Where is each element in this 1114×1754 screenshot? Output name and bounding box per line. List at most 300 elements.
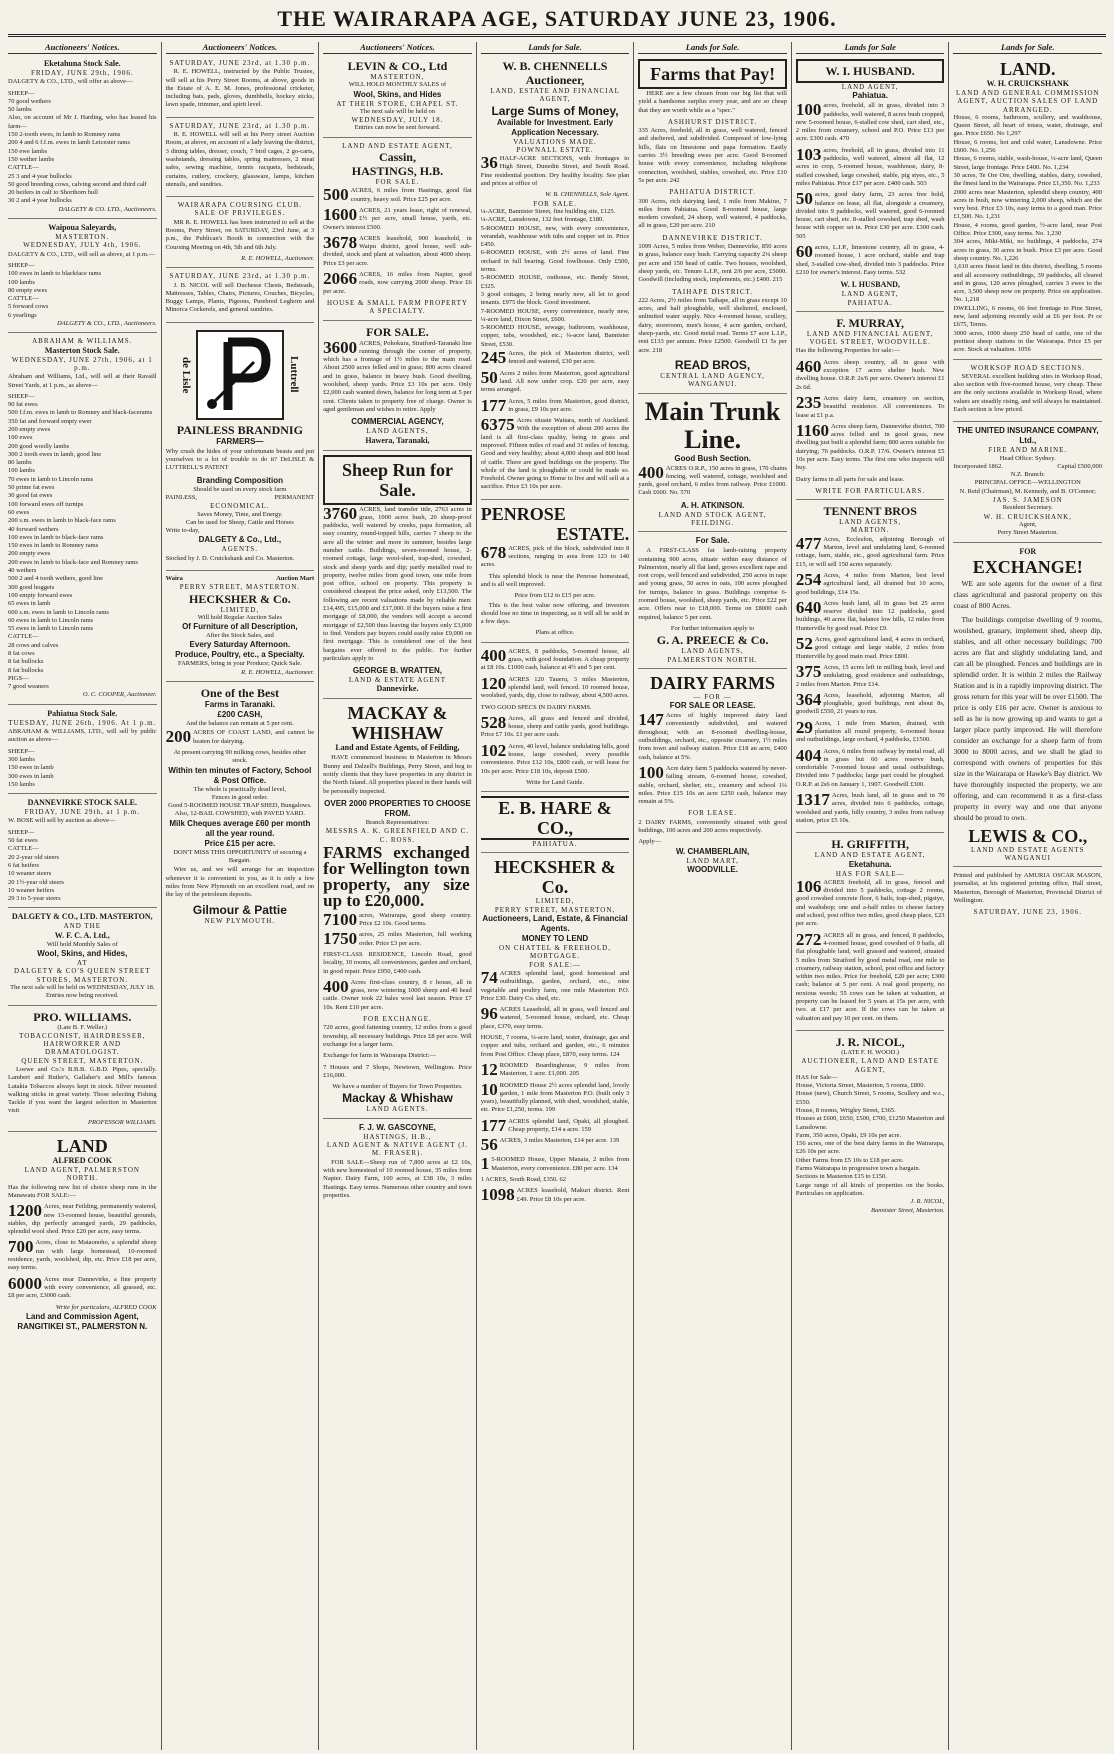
- advert-title: DAIRY FARMS: [650, 672, 776, 693]
- advert-body: R. E. HOWELL will sell at his Perry street Auction Room, at above, on account of a lady leaving the district, 3 dining tables, dresser, couch, 7 bird cages, 2 go-carts, washstands, dressing tables, spring mattresses, 2 meat safes, sewing machine, tennis racquets, bedsteads, curtains, cutlery, crockery, glassware, lamps, kitchen utensils, and sundries.: [165, 131, 315, 188]
- advert-howell-sale-1: [166, 57, 315, 118]
- advert-coursing-club: [166, 199, 315, 268]
- advert-signature-3: PAHIATUA.: [847, 298, 893, 307]
- mart-name-right: Auction Mart: [276, 574, 315, 582]
- acreage: 400: [480, 645, 507, 665]
- listing-text: Acres near Dannevirke, a fine property with every convenience, all grassed, etc. £8 per acre, £3000 cash.: [8, 1275, 157, 1300]
- listing-lines: [953, 114, 1102, 355]
- property-listing: [796, 792, 945, 825]
- list-item: 7 good weaners: [8, 683, 49, 691]
- exchange-item: Exchange for farm in Wairarapa District:—: [323, 1052, 437, 1060]
- listing-text: ACRES, pick of the block, subdivided into 8 sections, ranging in area from 123 to 140 acres.: [480, 544, 630, 569]
- list-item: 5-ROOMED HOUSE, outhouse, etc. Bendy Street, £325.: [480, 274, 630, 290]
- listing-list: [323, 187, 472, 296]
- acreage: 60: [795, 242, 813, 262]
- advert-place: WOODVILLE.: [687, 864, 738, 874]
- list-item: 150 wether lambs: [8, 155, 55, 163]
- advert-title: Sheep Run for Sale.: [341, 459, 453, 500]
- list-item: 200 ewes in lamb to black-face and Romney rams: [8, 558, 138, 566]
- list-item: 70 good wethers: [8, 97, 51, 105]
- advert-eketahuna-stock-sale: [8, 57, 157, 219]
- advert-headline: Every Saturday Afternoon.: [189, 640, 291, 650]
- advert-price: Price from £12 to £15 per acre.: [514, 592, 596, 600]
- list-item: 200 s.m. ewes in lamb to black-face rams: [8, 517, 116, 525]
- list-item: CATTLE—: [8, 845, 39, 853]
- advert-line: The whole is practically dead level,: [193, 785, 287, 793]
- property-listing: [795, 392, 945, 420]
- property-listing: [638, 762, 787, 806]
- advert-place: HASTINGS, H.B.: [351, 164, 444, 179]
- advert-subtitle: FOR SALE OR LEASE.: [669, 701, 756, 711]
- listing-text: Acres of highly improved dairy land conveniently subdivided, and watered throughout; with an 8-roomed dwelling-house, outbuildings, orchard, etc., opposite creamery, 1½ miles from town and railway station. Price £18 an acre, £400 cash, balance at 5%.: [638, 712, 787, 761]
- advert-name: W. B. CHENNELLS: [502, 59, 608, 73]
- list-item: 100 forward ewes off turnips: [8, 500, 84, 508]
- list-item: 30 good fat ewes: [8, 492, 53, 500]
- listing-list: [795, 533, 945, 826]
- advert-place: QUEEN STREET, MASTERTON.: [21, 1056, 144, 1065]
- acreage: 50: [795, 189, 813, 209]
- directors: N. Reid (Chairman), M. Kennedy, and B. O'Connor;: [959, 487, 1096, 495]
- advert-worksop-road: [953, 362, 1102, 423]
- advert-cash: £200 CASH,: [217, 710, 263, 720]
- list-item: 3 good cottages, 2 being nearly new, all let to good tenants. £975 the block. Good investment.: [480, 290, 630, 307]
- acreage: 528: [480, 712, 507, 732]
- list-item: 55 ewes in lamb to Lincoln rams: [8, 625, 94, 633]
- advert-body: Loewe and Co.'s B.B.B. G.B.D. Pipes, specially. Lambert and Butler's, Gallaher's and Mill's famous Latakia Tobaccos always kept in stock. Silver mounted walking sticks in great variety. Those selecting Fishing Tackle if you want the largest selection in Masterton visit: [8, 1065, 157, 1115]
- advert-intro: HERE are a few chosen from our big list that will yield a handsome surplus every year, and are so cheap that they are worth while as a "spec.": [638, 90, 787, 114]
- property-listing: [323, 187, 472, 204]
- advert-place: WANGANUI: [1004, 853, 1051, 862]
- acreage: 375: [795, 661, 822, 681]
- advert-ltd: LIMITED,: [535, 897, 575, 906]
- advert-intro: DALGETY & CO., LTD., will sell as above, at 1 p.m.—: [8, 250, 156, 258]
- sale-date: SATURDAY, JUNE 23rd, at 1.30 p.m.: [169, 121, 311, 130]
- advert-body: FOR SALE—Sheep run of 7,800 acres at £2 10s, with new homestead of 10 roomed house, 35 miles from Napier. Dairy Farm, 100 acres, at £38 10s, 3 miles Hastings. Easy terms. Numerous other country and town properties.: [323, 1158, 472, 1199]
- acreage: 56: [480, 1135, 498, 1155]
- advert-signature: R. E. HOWELL, Auctioneer.: [241, 254, 315, 262]
- advert-subtitle: (Late B. F. Weller.): [57, 1023, 108, 1031]
- advert-headline: Wool, Skins, and Hides: [353, 89, 442, 99]
- acreage: FARMS exchanged for Wellington town property, any size up to £20,000.: [323, 842, 470, 910]
- list-item: 150 ewe lambs: [8, 147, 47, 155]
- acreage: 1160: [795, 420, 829, 440]
- district-label: DANNEVIRKE DISTRICT.: [662, 233, 763, 242]
- advert-subtitle: LAND AGENTS,: [839, 518, 902, 527]
- list-item: CATTLE—: [8, 164, 39, 172]
- district-label: ASHHURST DISTRICT.: [667, 117, 758, 126]
- list-item: 8 fat bullocks: [8, 666, 44, 674]
- advert-trades: TOBACCONIST, HAIRDRESSER, HAIRWORKER AND DRAMATOLOGIST.: [19, 1031, 146, 1057]
- advert-headline: OVER 2000 PROPERTIES TO CHOOSE FROM.: [324, 798, 471, 818]
- advert-title: Main Trunk Line.: [644, 396, 781, 454]
- apply-label: Apply—: [638, 838, 662, 846]
- advert-ltd: LIMITED,: [220, 605, 260, 614]
- capital: Capital £500,000: [1057, 462, 1103, 470]
- advert-united-insurance: [953, 424, 1102, 542]
- list-item: 8 fat cows: [8, 650, 35, 657]
- listing-text: acres, freehold, all in grass, divided into 3 paddocks, well watered, 8 acres bush cropped, new 5-roomed house, 6-stalled cow shed, cart shed, etc., 2 miles from creamery, school and P.O. Price £13 per acre. £300 cash. 470: [795, 102, 945, 143]
- list-item: 500 f.f.m. ewes in lamb to Romney and black-facerams: [8, 409, 153, 417]
- advert-name: W. H. CRUICKSHANK: [986, 79, 1069, 88]
- listing-text: ACRES, land transfer title, 2763 acres in grass, 1000 acres bush, 20 sheep-proof paddocks, well watered by creeks, papa formation, all easy country, round-topped hills, carries 7 sheep to the acre all the winter and more in summer, besides large number cattle. Buildings, seven-roomed house, 2-roomed cottage, large wool-shed, trap-shed, cowshed, stock and sheep yards and dip; partly metalled road to property, twelve miles from good town, one mile from post office, school on property. This property is considered cheapest the price asked, only £13,500. The following are recent valuations made by reliable men: £14,495, £15,000 and £17,000. If the buyers raise a first mortgage of £8,000, the vendors will accept a second mortgage of £2,500 thus leaving the buyers only £3,000 to find. Vendors pay buyers could easily raise £9,000 on first mortgage. This is considered one of the best bargains ever offered to the public. For further particulars apply to: [323, 505, 472, 662]
- listing-text: ACRES 120 Taueru, 3 miles Masterton, splendid land, well fenced. 10 roomed house, woolshed, yards, dip, close to railway, about 4,500 acres.: [480, 675, 630, 700]
- listing-text: HOUSE, 7 rooms, ¼-acre land, water, drainage, gas and copper and tubs, orchard and garden, etc., 6 minutes from Post Office. Cheap place, £870, easy terms. 124: [480, 1034, 630, 1058]
- listing-text: ROOMED Boardinghouse, 9 miles from Masterton, 1 acre. £1,000. 205: [499, 1061, 630, 1078]
- advert-signature-2: LAND AGENT,: [841, 290, 899, 299]
- advert-hecksher-land: [481, 855, 630, 1210]
- listing-text: Acres sheep country, all in grass with exception 17 acres shelter bush. New dwelling house. O.R.P. 2s/6 per acre. Owner's interest £1 2s 6d.: [795, 358, 945, 391]
- advert-title: LAND.: [1000, 59, 1056, 79]
- advert-footer: HOUSE & SMALL FARM PROPERTY A SPECIALTY.: [326, 298, 468, 316]
- advert-street: PERRY STREET, MASTERTON.: [179, 583, 301, 592]
- list-item: 2000 acres near Masterton, splendid sheep country, 400 acres in bush, now wintering 2,000 sheep, which are the very best. Price £3 10s, easy terms to a good man. Price £1,500. No. 1,231: [953, 188, 1103, 221]
- advert-nicol: [796, 1033, 945, 1219]
- district-label: TAIHAPE DISTRICT.: [672, 287, 754, 296]
- advert-monthly-wool-sales: [8, 910, 157, 1005]
- list-item: DWELLING, 6 rooms, 66 feet frontage to Pine Street, new, land adjoining recently sold at £6 per foot. Pr ce £675, Terms.: [953, 304, 1103, 329]
- advert-for-exchange: [953, 545, 1102, 868]
- advert-firm: READ BROS,: [674, 357, 751, 372]
- property-listing: [323, 842, 472, 910]
- listing-text: Acres, 15 acres left in milling bush, level and undulating, good residence and outbuildings, 2 miles from Marton. Price £14.: [795, 663, 945, 688]
- advert-mackay-whishaw: [323, 701, 472, 1118]
- advert-firm-2: W. F. C. A. Ltd.,: [54, 930, 110, 940]
- list-item: 20 2-year old steers: [8, 853, 60, 861]
- advert-place: PALMERSTON NORTH.: [667, 655, 758, 664]
- list-item: 10 weaner steers: [8, 870, 52, 878]
- advert-intro: Has the following Properties for sale:—: [795, 347, 900, 355]
- advert-main-trunk-line: [638, 396, 787, 533]
- stock-list: [8, 262, 157, 320]
- list-item: 8 fat bullocks: [8, 658, 44, 666]
- quality-permanent: PERMANENT: [274, 493, 315, 501]
- advert-intro: ABRAHAM & WILLIAMS, LTD., will sell by public auction as above—: [8, 728, 157, 744]
- for-sale-label: FOR SALE.: [375, 178, 420, 187]
- column-3: [318, 42, 476, 1750]
- advert-should: Should be used on every stock farm: [193, 485, 287, 493]
- advert-firm: E. B. HARE & CO.,: [481, 796, 630, 840]
- advert-painless-branding: [166, 325, 315, 571]
- list-item: 100 ewes in lamb to blackface rams: [8, 270, 102, 278]
- advert-top: LAND AND ESTATE AGENT,: [342, 141, 453, 150]
- list-item: 100 ewes in lamb to black-face rams: [8, 533, 104, 541]
- listing-text: Acres, 4 miles from Marton, best level agricultural land, all drained but 10 acres, good buildings, £14 15s.: [795, 571, 945, 596]
- list-item: 300 ewes in lamb: [8, 772, 54, 780]
- property-listing: [795, 745, 945, 789]
- advert-title: Pahiatua Stock Sale.: [47, 708, 118, 718]
- acreage: 477: [795, 533, 822, 553]
- advert-signature: Write for particulars, ALFRED COOK: [55, 1303, 157, 1311]
- list-item: 5 forward cows: [8, 303, 49, 311]
- sale-date: WEDNESDAY, JULY 18.: [351, 116, 444, 125]
- has-label: HAS for Sale—: [795, 1073, 838, 1081]
- advert-signature: J. R. NICOL,: [910, 1198, 945, 1206]
- advert-for: FOR: [1019, 546, 1037, 556]
- advert-title: Eketahuna Stock Sale.: [43, 59, 121, 68]
- advert-subtitle: CENTRAL LAND AGENCY, WANGANUI.: [660, 371, 765, 389]
- property-listing: [480, 542, 630, 570]
- advert-murray: [796, 314, 945, 500]
- advert-title: DANNEVIRKE STOCK SALE.: [27, 798, 137, 808]
- list-item: 25 3 and 4 year bullocks: [8, 172, 72, 180]
- list-item: 7-ROOMED HOUSE, every convenience, nearly new, ¼-acre land, Dixon Street, £600.: [480, 307, 630, 323]
- advert-signature: R. E. HOWELL, Auctioneer.: [241, 668, 315, 676]
- advert-subtitle: LAND AGENTS,: [366, 427, 429, 436]
- property-listing: [795, 661, 945, 689]
- property-listing: [795, 356, 945, 392]
- property-listing: [795, 876, 945, 929]
- property-listing: [323, 931, 472, 948]
- property-listing: [638, 712, 787, 762]
- sale-date: SATURDAY, JUNE 23rd, at 1.30 p.m.: [169, 59, 311, 67]
- branch-label: Branch Representatives:: [365, 818, 430, 826]
- listing-lines: [796, 1082, 945, 1198]
- property-listing: [480, 712, 630, 740]
- district-listing: 335 Acres, freehold, all in grass, well watered, fenced and sheltered, and subdivided. Composed of low-lying hills, flats on limestone and papa formation. Easily carries 3½ breeding ewes per acre. Good 8-roomed house with every convenience, including telephone connection, woolshed, stables, cowshed, etc. Price £10 5s per acre. 242: [638, 127, 787, 184]
- listing-text: acres, good dairy farm, 23 acres free hold, balance on lease, all flat, alongside a creamery, divided into 9 paddocks, well watered, good 6-roomed house, cart shed, etc. 8-stalled cowshed, trap shed, wash house with copper set in. Price £30 per acre. £300 cash. 505: [795, 191, 945, 240]
- district-label: PAHIATUA DISTRICT.: [669, 188, 756, 197]
- advert-farmers: FARMERS—: [216, 436, 264, 446]
- list-item: 150 2-tooth ewes, in lamb to Romney rams: [8, 131, 121, 139]
- secretary: JAS. S. JAMESON: [992, 496, 1063, 505]
- listing-text: Acres sheep farm, Dannevirke district, 700 acres felled and in good grass, new dwelling just built a splendid farm; 800 acres suitable for dairying; 76 paddocks. O.R.P. 17/6. Owner's interest £5 10s per acre. Easy terms. The first one who inspects will buy.: [795, 422, 945, 472]
- list-item: 30 acres, Te Ore Ore, dwelling, stables, dairy, cowshed, the finest land in the Wairarapa. Price £1,350. No. 1,233: [953, 171, 1103, 188]
- advert-for: — FOR —: [693, 692, 732, 701]
- advert-firm: G. A. PREECE & Co.: [656, 633, 769, 648]
- list-item: 50 prime fat ewes: [8, 484, 55, 492]
- acreage: 3600: [323, 337, 358, 357]
- acreage: 272: [795, 929, 822, 949]
- listing-text: FIRST-CLASS RESIDENCE, Lincoln Road, good locality, 10 rooms, all conveniences, garden and orchard, in good repair. Price £950, £400 cash.: [323, 951, 472, 975]
- advert-and: AND THE: [63, 922, 101, 931]
- advert-subtitle: Good Bush Section.: [674, 453, 751, 463]
- incorporated: Incorporated 1862.: [953, 462, 1003, 470]
- advert-title: Farms that Pay!: [650, 64, 776, 84]
- advert-body: Why crush the hides of your unfortunate beasts and put yourselves to a lot of trouble to do it? DeLISLE & LUTTRELL'S PATENT: [165, 447, 315, 472]
- list-item: 6 yearlings: [8, 311, 37, 319]
- advert-body: WE are sole agents for the owner of a first class agricultural and pastoral property on this coast of 800 Acres.: [953, 578, 1103, 610]
- advert-intro: Has the following new list of choice sheep runs in the Manawatu FOR SALE:—: [8, 1183, 157, 1199]
- list-item: 28 cows and calves: [8, 641, 59, 649]
- listing-text: 1 ACRES, South Road, £350. 62: [480, 1175, 566, 1183]
- advert-body-2: The buildings comprise dwelling of 9 rooms, woolshed, granary, implement shed, sheep dip, stables, and all other necessary buildings; 700 acres are flat and slightly undulating land, and can all be ploughed. Fences and buildings are in splendid order. It is within 2 miles the Railway Station and is in a rapidly improving district. The gross return for this year will be over £1500. The price is only £16 per acre. Owner is anxious to sell as he is now growing up and wants to get a larger place partly improved. He will therefore consider an exchange for a sheep farm of from 3000 to 8000 acres, and we shall be glad to correspond with owners of properties for this size in the Wairarapa or Hawke's Bay district. We have thoroughly inspected the property, we are offering, and can recommend it as a first-class property in every way and one that anyone should be proud to own.: [953, 614, 1103, 822]
- advert-levin: [323, 57, 472, 138]
- column-5: [633, 42, 791, 1750]
- list-item: 200 4 and 6 f.f.m. ewes in lamb Leicester rams: [8, 139, 131, 147]
- list-item: House (new), Church Street, 5 rooms, Scullery and w.c., £550.: [795, 1090, 945, 1106]
- advert-on: ON CHATTEL & FREEHOLD, MORTGAGE.: [499, 944, 611, 961]
- acreage: 1098: [480, 1185, 515, 1205]
- mart-name-left: Waira: [165, 574, 183, 582]
- advert-place: NEW PLYMOUTH.: [204, 916, 276, 925]
- acreage: 29: [795, 717, 813, 737]
- property-listing: [8, 1273, 157, 1301]
- nz-branch: N.Z. Branch:: [1010, 471, 1045, 479]
- list-item: 50 good breeding cows, calving second and third calf: [8, 180, 147, 188]
- acreage: 1750: [323, 929, 358, 949]
- list-item: 500 2 and 4 tooth wethers, good line: [8, 575, 103, 583]
- advert-body: R. E. HOWELL, instructed by the Public Trustee, will sell at his Perry Street Rooms, at above, goods in the Estate of A. E. M. Jones, professional cricketer, including bats, pads, gloves, dumbbells, hockey sticks, lawn spade, trimmer, and spirit level.: [165, 68, 315, 109]
- advert-line: Will hold Monthly Sales of: [46, 940, 118, 948]
- lease-label: FOR LEASE.: [688, 809, 738, 818]
- listing-text: TWO GOOD SPECS IN DAIRY FARMS.: [480, 703, 592, 711]
- acreage: 3760: [323, 503, 358, 523]
- list-item: 200 good woolly lambs: [8, 442, 70, 450]
- column-header: Lands for Sale.: [953, 42, 1102, 54]
- list-item: 80 lambs: [8, 459, 32, 467]
- advert-signature: W. B. CHENNELLS, Sole Agent.: [545, 191, 630, 199]
- list-item: 50 fat ewes: [8, 837, 38, 845]
- list-item: 90 fat ewes: [8, 401, 38, 409]
- property-listing: [480, 395, 630, 415]
- advert-place: Dannevirke.: [376, 684, 419, 694]
- listing-text: 5-ROOMED House, Upper Manaia, 2 miles from Masterton, every convenience. £80 per acre. 134: [491, 1156, 630, 1172]
- advert-waipoua-saleyards: [8, 221, 157, 333]
- list-item: 40 wethers: [8, 567, 37, 575]
- listing-text: Acres situate Waitara, north of Auckland. With the exception of about 200 acres the land is all first-class quality, being in grass and improved. Fifteen miles of road and 31 miles of fencing. Good and very healthy; about 4,000 sheep and 800 head of cattle. There are good buildings on the property. The whole of the land is ploughable or could be made so. Freehold. Owner going to Home to live and will sell at a sacrifice. Price £3 10s per acre.: [480, 417, 630, 491]
- property-listing: [795, 717, 945, 745]
- property-listing: [638, 462, 787, 498]
- advert-footer: Dairy farms in all parts for sale and lease.: [795, 475, 905, 483]
- listing-list: [795, 356, 945, 473]
- advert-money: MONEY TO LEND: [521, 934, 589, 944]
- advert-subtitle: LAND AND GENERAL COMMISSION AGENT, AUCTION SALES OF LAND ARRANGED.: [955, 89, 1100, 114]
- list-item: 5-ROOMED HOUSE, sewage, bathroom, washhouse, copper, tubs, woodshed, etc.; ¼-acre land, Bannister Street, £530.: [480, 324, 630, 348]
- property-listing: [481, 350, 630, 367]
- advert-title: LAND: [56, 1136, 108, 1157]
- write-note: WRITE FOR PARTICULARS.: [815, 486, 926, 495]
- advert-place: Eketahuna.: [848, 859, 892, 869]
- advert-title: FOR SALE.: [366, 324, 429, 339]
- advert-headline: Large Sums of Money,: [491, 103, 619, 118]
- advert-heading: [166, 575, 315, 583]
- advert-subtitle: Farms in Taranaki.: [204, 700, 275, 710]
- list-item: 150 ewes in lamb: [8, 764, 54, 772]
- advert-subtitle-2: AUCTIONEER, LAND AND ESTATE AGENT,: [801, 1057, 939, 1074]
- advert-intro: DALGETY & CO., LTD., will offer as above—: [8, 78, 133, 86]
- advert-subtitle: LAND AGENTS,: [681, 647, 744, 656]
- acreage: 7100: [323, 909, 358, 929]
- property-listing: [795, 597, 945, 633]
- property-listing: [481, 704, 630, 712]
- branch-reps: MESSRS A. K. GREENFIELD AND C. C. ROSS.: [325, 827, 470, 844]
- list-item: House, 6 rooms, stable, wash-house, ¼-acre land, Queen Street, large frontage. Price £400. No. 1,234: [953, 155, 1103, 171]
- advert-body: Wire us, and we will arrange for an inspection whenever it is convenient to you, as it is only a few miles from New Plymouth on an excellent road, and on the lay of the petroleum deposits.: [165, 866, 315, 899]
- property-listing: [481, 1006, 630, 1031]
- listing-text: HALF-ACRE SECTIONS, with frontages to High Street, Dunedin Street, and South Road. Fine residential position. Dry healthy locality. See plan and prices at office of: [480, 155, 630, 188]
- advert-intro: W. BOSE will sell by auction as above—: [8, 817, 116, 825]
- advert-title: PENROSE: [480, 503, 566, 524]
- advert-store: AT THEIR STORE, CHAPEL ST.: [336, 99, 459, 108]
- sale-date: SATURDAY, JUNE 23rd, at 1.30 p.m.: [169, 272, 311, 281]
- advert-griffith: [796, 835, 945, 1031]
- advert-farms-that-pay: [638, 57, 787, 394]
- advert-title: PAINLESS BRANDNIG: [176, 422, 303, 437]
- advert-title: EXCHANGE!: [972, 556, 1083, 577]
- advert-pro-williams: [8, 1008, 157, 1133]
- acreage: 102: [480, 740, 507, 760]
- exchange-item: 720 acres, good fattening country, 12 miles from a good township, all necessary buildings. Price £8 per acre. Will exchange for a larger farm.: [323, 1024, 472, 1048]
- advert-title: F. MURRAY,: [836, 315, 905, 330]
- advert-signature: PROFESSOR WILLIAMS.: [87, 1118, 157, 1126]
- for-sale-label: FOR SALE:—: [529, 960, 581, 969]
- advert-body: This splendid block is near the Penrose homestead, and is all well improved.: [480, 572, 630, 588]
- listing-text: ACRES OF COAST LAND, and cannot be beaten for dairying.: [193, 729, 315, 745]
- column-header: Lands for Sale.: [638, 42, 787, 54]
- listing-text: ACRES, 6 miles from Hastings, good flat country, heavy soil. Price £25 per acre.: [350, 187, 472, 203]
- list-item: CATTLE—: [8, 295, 39, 303]
- acreage: 2066: [323, 269, 358, 289]
- property-listing: [481, 1156, 630, 1173]
- list-item: PIGS—: [8, 674, 29, 682]
- advert-title: Masterton Stock Sale.: [44, 345, 120, 355]
- property-listing: [796, 191, 945, 241]
- quality-painless: PAINLESS,: [165, 493, 197, 501]
- property-listing: [795, 929, 945, 1023]
- acreage: 50: [480, 367, 498, 387]
- property-listing: [323, 503, 472, 664]
- advert-body: SEVERAL excellent building sites in Worksop Road, also section with five-roomed house, very cheap. These are the only sections available in Worksop Road, where values are steadily rising, and will always be maintained. Each section is low priced.: [953, 372, 1103, 413]
- advert-write: Write to-day,: [165, 527, 200, 535]
- sale-date: WEDNESDAY, JUNE 27th, 1906, at 1 p.m.: [11, 355, 153, 372]
- advert-subtitle: LAND AND FINANCIAL AGENT, VOGEL STREET, WOODVILLE.: [806, 329, 934, 347]
- listing-text: ACRES all in grass, and fenced, 8 paddocks, 4-roomed house, good cowshed of 9 bails, all flat ploughable land, well grassed and watered, situated 5 miles from Stratford by good metal road, one mile to creamery, railway station, school, post office and factory within two miles. Price for freehold, £20 per acre; £300 cash; balance at 5 per cent. A real good property, no noxious weeds; 55 cows can be taken at valuation, at property can be leased for 5 years at 15s per acre, with two. at £17 per acre. If the cows can be taken at valuation and pay 10 per cent. on them.: [795, 931, 945, 1022]
- list-item: 350 fat and forward empty ewer: [8, 417, 92, 425]
- listing-text: Acres, all grass and fenced and divided, house, sheep and cattle yards, good buildings. Price £7 10s. £1 per acre cash.: [480, 714, 630, 739]
- branding-iron-icon: [198, 332, 282, 418]
- property-listing: [796, 102, 945, 143]
- branding-iron-illustration: [196, 330, 284, 420]
- agent-role: Agent,: [1019, 520, 1037, 528]
- advert-signature-2: Bannister Street, Masterton.: [871, 1206, 945, 1214]
- listing-text: Acres, leasehold, adjoining Marton, all ploughable, good buildings, rent about 8s, goodwill £550, 21 years to run.: [795, 691, 945, 716]
- advert-subtitle: ESTATE.: [556, 523, 630, 544]
- acreage: 52: [795, 634, 813, 654]
- advert-place: Pahiatua.: [852, 91, 888, 101]
- advert-line: Good 5-ROOMED HOUSE TRAP SHED, Bungalows.: [168, 802, 312, 810]
- advert-name: Cassin,: [378, 150, 416, 165]
- property-listing: [323, 337, 472, 415]
- advert-preece: [638, 534, 787, 669]
- list-item: 300 good hoggets: [8, 583, 55, 591]
- list-item: 30 2 and 4 year bullocks: [8, 197, 72, 205]
- advert-subtitle: LAND AND ESTATE AGENTS: [971, 845, 1085, 854]
- advert-signature: DALGETY & CO. LTD., Auctioneers.: [58, 205, 157, 213]
- listing-text: acres, freehold, all in grass, divided into 11 paddocks, well watered, almost all flat, 12 acres in crop, 5-roomed house, washhouse, dairy, 8-stalled cowshed, large cowshed, stable, pig styes, etc., 5 miles Pahiatua. Price £17 per acre. £400 cash. 503: [795, 146, 945, 187]
- list-item: SHEEP—: [8, 828, 35, 836]
- advert-chennells: [481, 57, 630, 500]
- list-item: 1,610 acres finest land in this district, dwelling, 5 rooms and all accessory outbuildings, 39 paddocks, all cleared and in grass, 120 acres ploughed, carries 3 ewes to the acre, 3,500 sheep now on property. Price on application. No. 1,218: [953, 263, 1103, 304]
- listing-text: Acres 2 miles from Masterton, good agricultural land. All now under crop. £20 per acre, easy terms arranged.: [480, 369, 630, 394]
- imprint-date: SATURDAY, JUNE 23, 1906.: [973, 908, 1082, 917]
- advert-intro: Abraham and Williams, Ltd., will sell at their Ravaill Street Yards, at 1 p.m., as above—: [8, 373, 157, 389]
- advert-line: The next sale will be held on: [359, 107, 435, 115]
- plans-note: Plans at office.: [535, 629, 575, 637]
- advert-firm: HECKSHER & Co.: [189, 591, 291, 606]
- listing-text: ACRES freehold, all in grass, fenced and divided into 5 paddocks, cottage 2 rooms, good cowshed concrete floor, 6 bails, trap-shed, pigstye, and washshop; one and a-half miles to cheese factory and school, post office two miles, good cheap place, £23 per acre.: [795, 878, 945, 928]
- listing-text: ACRES splendid land, Opaki, all ploughed. Cheap property, £14 a acre. 159: [508, 1117, 630, 1134]
- list-item: 300 2 tooth ewes in lamb, good line: [8, 450, 102, 458]
- advert-name: W. CHAMBERLAIN,: [675, 846, 750, 856]
- list-item: House, Victoria Street, Masterton, 5 rooms, £800.: [795, 1082, 926, 1090]
- further-note: For further information apply to: [670, 624, 755, 632]
- listing-text: ACRES O.R.P., 150 acres in grass, 170 chains fencing, well watered, cottage, woolshed and yards, good orchard, 6 miles from railway. Price £1000. Cash £600. No. 570: [638, 464, 787, 497]
- advert-penrose-estate: [481, 502, 630, 643]
- advert-body: A FIRST-CLASS fat lamb-raising property containing 900 acres, situate within easy distance of Palmerston, nearly all flat land, grows excellent rape and root crops, well fenced and subdivided, 250 acres in rape and young grass, 50 acres in oats, 100 acres ploughed for turnips, balance in grass. Buildings comprise 6-roomed house, woolshed, sheep yards, etc. Price £22 per acre. Offers near to £18,000. Terms on £8000 cash required, balance 5 per cent.: [638, 547, 787, 621]
- list-item: 29 3 to 5-year steers: [8, 895, 61, 903]
- advert-title: H. GRIFFITH,: [831, 837, 910, 852]
- list-item: 5-ROOMED HOUSE, new, with every convenience, verandah, washhouse with tubs and copper set in. Price £450.: [480, 224, 630, 249]
